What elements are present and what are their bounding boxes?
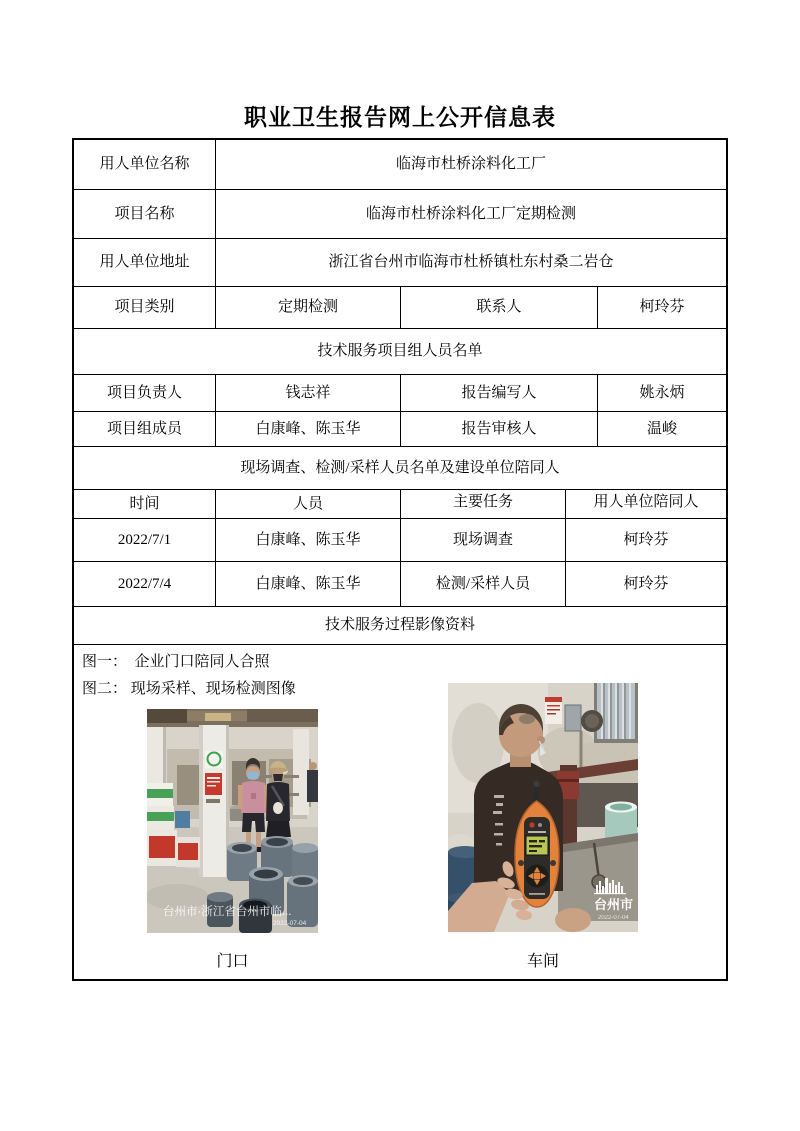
face-mask: [273, 774, 283, 781]
fieldwork-1-date: 2022/7/1: [74, 519, 216, 561]
col-header-personnel: 人员: [216, 490, 401, 518]
report-writer-value: 姚永炳: [639, 384, 685, 401]
face-mask: [247, 772, 259, 779]
team-members-label: 项目组成员: [74, 412, 216, 446]
wall-poster: [545, 697, 562, 724]
project-name-label: 项目名称: [74, 190, 216, 238]
employer-address-label: 用人单位地址: [74, 239, 216, 286]
row-project-name: [74, 190, 726, 239]
fieldwork-2-task: 检测/采样人员: [401, 562, 566, 606]
media-section-header: 技术服务过程影像资料: [324, 617, 475, 634]
project-category-value: 定期检测: [216, 287, 401, 328]
team-members-value: 白康峰、陈玉华: [216, 412, 401, 446]
barred-window: [594, 683, 638, 743]
contact-label: 联系人: [401, 287, 598, 328]
workshop-watermark-city: 台州市: [594, 897, 634, 912]
fieldwork-1-task: 现场调查: [401, 519, 566, 561]
fieldwork-section-header: 现场调查、检测/采样人员名单及建设单位陪同人: [240, 459, 560, 476]
workshop-watermark-date: 2022-07-04: [598, 915, 629, 921]
project-leader-label: 项目负责人: [74, 375, 216, 411]
fieldwork-1-accompany: 柯玲芬: [623, 531, 669, 548]
col-header-time: 时间: [74, 490, 216, 518]
employer-address-value: 浙江省台州市临海市杜桥镇杜东村桑二岩仓: [328, 254, 614, 271]
bystander-figure: [309, 762, 317, 770]
red-warning-sign: [205, 773, 222, 795]
entrance-photo: [147, 709, 318, 933]
row-fieldwork-1: [74, 519, 726, 562]
project-name-value: 临海市杜桥涂料化工厂定期检测: [365, 205, 576, 222]
row-employer-name: [74, 140, 726, 190]
figure-note-2: 图二： 现场采样、现场检测图像: [82, 681, 296, 697]
info-table: [72, 138, 728, 981]
row-media-header: [74, 607, 726, 645]
employer-name-value: 临海市杜桥涂料化工厂: [395, 156, 546, 173]
fieldwork-1-personnel: 白康峰、陈玉华: [216, 519, 401, 561]
report-writer-label: 报告编写人: [401, 375, 598, 411]
entrance-photo-caption: 门口: [216, 953, 249, 970]
fieldwork-2-accompany: 柯玲芬: [623, 575, 669, 592]
entrance-watermark-date: 2022-07-04: [273, 920, 307, 927]
figure-note-1: 图一： 企业门口陪同人合照: [82, 654, 270, 670]
report-reviewer-value: 温峻: [646, 420, 677, 437]
col-header-accompany: 用人单位陪同人: [593, 494, 699, 510]
employer-name-label: 用人单位名称: [74, 140, 216, 189]
row-team-header: [74, 329, 726, 375]
row-team-2: [74, 412, 726, 447]
project-leader-value: 钱志祥: [216, 375, 401, 411]
fieldwork-2-personnel: 白康峰、陈玉华: [216, 562, 401, 606]
page-title: 职业卫生报告网上公开信息表: [244, 105, 556, 130]
entrance-watermark-location: 台州市·浙江省台州市临...: [163, 906, 292, 918]
row-team-1: [74, 375, 726, 412]
electrical-box: [565, 705, 581, 731]
row-fieldwork-2: [74, 562, 726, 607]
project-category-label: 项目类别: [74, 287, 216, 328]
media-row: [74, 645, 726, 979]
team-section-header: 技术服务项目组人员名单: [317, 343, 483, 360]
row-fieldwork-columns: [74, 490, 726, 519]
row-employer-address: [74, 239, 726, 287]
report-reviewer-label: 报告审核人: [401, 412, 598, 446]
row-project-category: [74, 287, 726, 329]
fieldwork-2-date: 2022/7/4: [74, 562, 216, 606]
workshop-photo-caption: 车间: [526, 953, 559, 970]
col-header-task: 主要任务: [401, 490, 566, 518]
workshop-photo: [448, 683, 638, 932]
row-fieldwork-header: [74, 447, 726, 490]
contact-value: 柯玲芬: [639, 299, 685, 316]
